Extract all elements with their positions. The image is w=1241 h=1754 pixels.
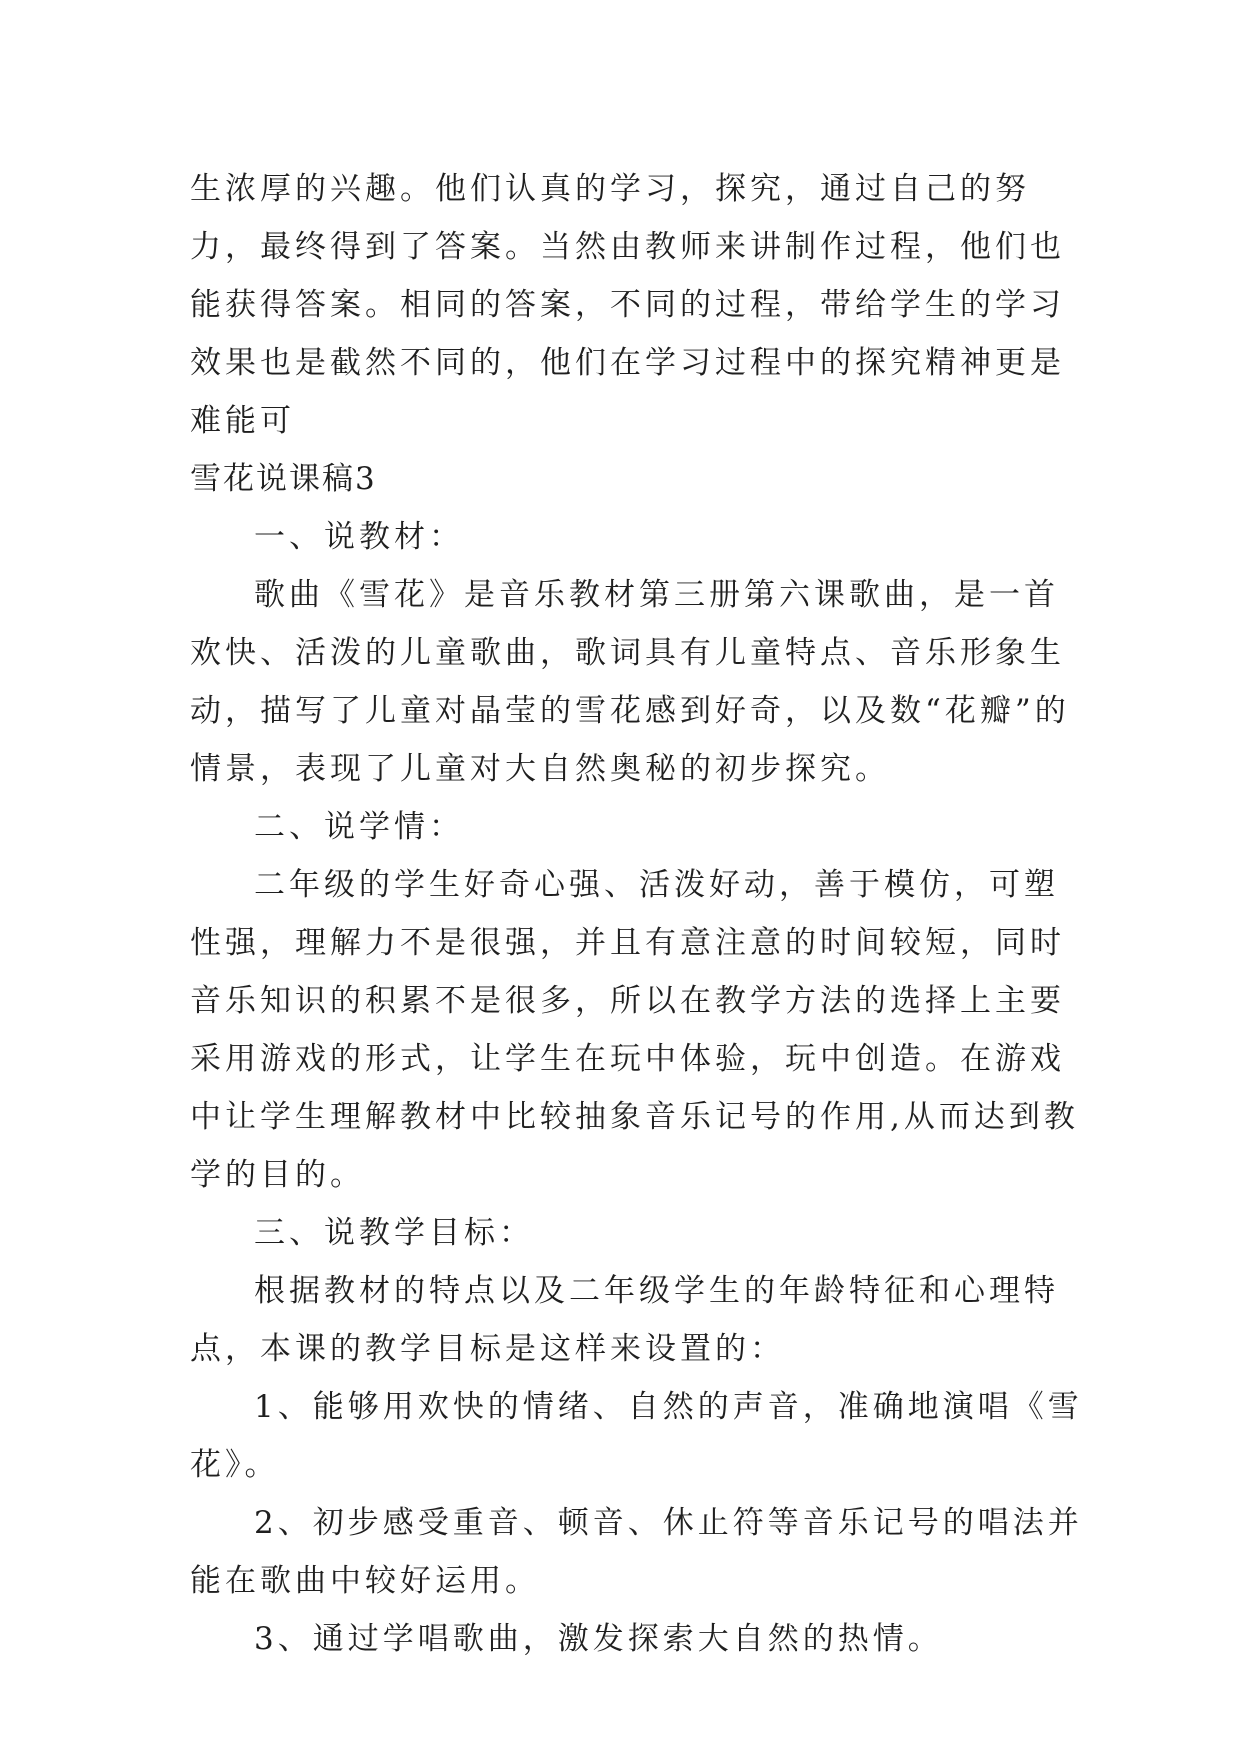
paragraph-learner-analysis: 二年级的学生好奇心强、活泼好动，善于模仿，可塑性强，理解力不是很强，并且有意注意的时间较短，同时音乐知识的积累不是很多，所以在教学方法的选择上主要采用游戏的形式，让学生在玩中体验，玩中创造。在游戏中让学生理解教材中比较抽象音乐记号的作用,从而达到教学的目的。	[190, 867, 1079, 1193]
section-title: 雪花说课稿3	[190, 461, 377, 497]
goal-item-1: 1、能够用欢快的情绪、自然的声音，准确地演唱《雪花》。	[190, 1389, 1083, 1483]
document-body	[190, 160, 1090, 1668]
heading-teaching-material: 一、说教材：	[254, 519, 464, 555]
paragraph-teaching-goals: 根据教材的特点以及二年级学生的年龄特征和心理特点，本课的教学目标是这样来设置的：	[190, 1273, 1059, 1367]
heading-teaching-goals: 三、说教学目标：	[254, 1215, 534, 1251]
heading-learner-analysis: 二、说学情：	[254, 809, 464, 845]
paragraph-continuation: 生浓厚的兴趣。他们认真的学习，探究，通过自己的努力，最终得到了答案。当然由教师来讲制作过程，他们也能获得答案。相同的答案，不同的过程，带给学生的学习效果也是截然不同的，他们在学习过程中的探究精神更是难能可	[190, 171, 1065, 439]
goal-item-2: 2、初步感受重音、顿音、休止符等音乐记号的唱法并能在歌曲中较好运用。	[190, 1505, 1083, 1599]
goal-item-3: 3、通过学唱歌曲，激发探索大自然的热情。	[254, 1621, 943, 1657]
paragraph-teaching-material: 歌曲《雪花》是音乐教材第三册第六课歌曲，是一首欢快、活泼的儿童歌曲，歌词具有儿童特点、音乐形象生动，描写了儿童对晶莹的雪花感到好奇，以及数“花瓣”的情景，表现了儿童对大自然奥秘的初步探究。	[190, 577, 1070, 787]
